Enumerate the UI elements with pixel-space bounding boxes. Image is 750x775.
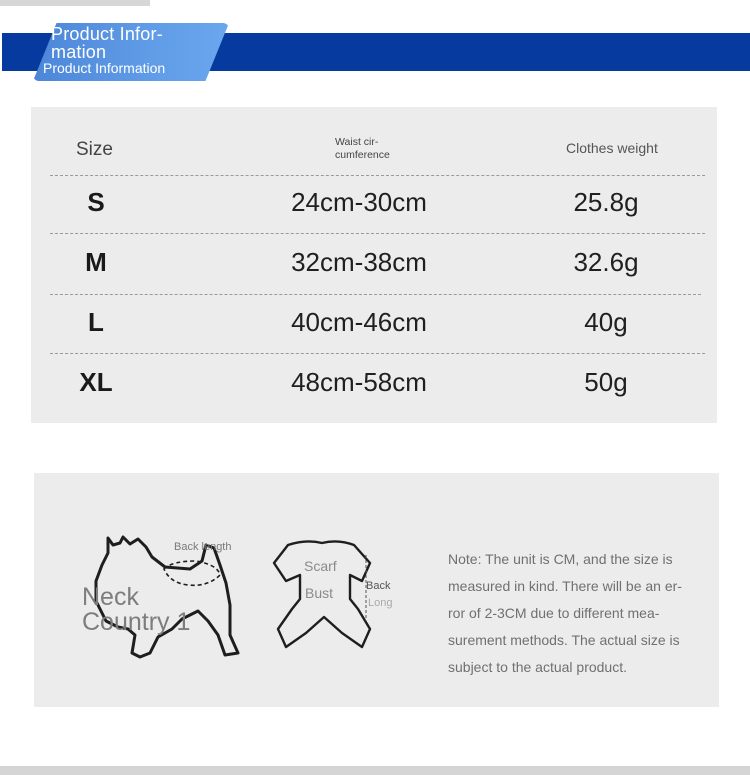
section-title-line1: Product Infor-	[51, 24, 163, 44]
row-divider	[50, 353, 705, 354]
section-title-line2: mation	[51, 42, 107, 62]
note-line: surement methods. The actual size is	[448, 632, 680, 648]
size-column-header: Size	[76, 139, 113, 160]
neck-country-label	[82, 585, 190, 635]
measurement-note	[448, 546, 698, 681]
row-divider	[50, 233, 705, 234]
row-waist: 24cm-30cm	[291, 187, 427, 217]
row-size: M	[85, 247, 107, 277]
row-weight: 40g	[584, 307, 628, 337]
row-waist: 32cm-38cm	[291, 247, 427, 277]
back-label: Back	[366, 580, 391, 592]
row-waist: 40cm-46cm	[291, 307, 427, 337]
note-line: Note: The unit is CM, and the size is	[448, 551, 673, 567]
waist-header-line2: cumference	[335, 149, 390, 161]
bottom-divider-strip	[0, 766, 750, 775]
row-weight: 50g	[584, 367, 628, 397]
top-divider-strip	[0, 0, 150, 6]
section-title	[51, 25, 201, 61]
row-weight: 32.6g	[573, 247, 639, 277]
back-length-label: Back length	[174, 541, 232, 553]
waist-header-line1: Waist cir-	[335, 136, 379, 148]
note-line: measured in kind. There will be an er-	[448, 578, 682, 594]
row-size: L	[88, 307, 104, 337]
scarf-label: Scarf	[304, 558, 337, 574]
country-text: Country 1	[82, 608, 191, 636]
row-divider	[50, 175, 705, 176]
note-line: subject to the actual product.	[448, 659, 627, 675]
neck-text: Neck	[82, 583, 139, 611]
waist-column-header	[335, 136, 415, 162]
row-size: S	[87, 187, 105, 217]
row-divider	[50, 294, 701, 295]
bust-label: Bust	[305, 585, 334, 601]
weight-column-header: Clothes weight	[566, 140, 658, 156]
row-waist: 48cm-58cm	[291, 367, 427, 397]
row-weight: 25.8g	[573, 187, 639, 217]
long-label: Long	[368, 597, 393, 609]
section-subtitle: Product Information	[43, 60, 166, 76]
note-line: ror of 2-3CM due to different mea-	[448, 605, 660, 621]
row-size: XL	[79, 367, 113, 397]
